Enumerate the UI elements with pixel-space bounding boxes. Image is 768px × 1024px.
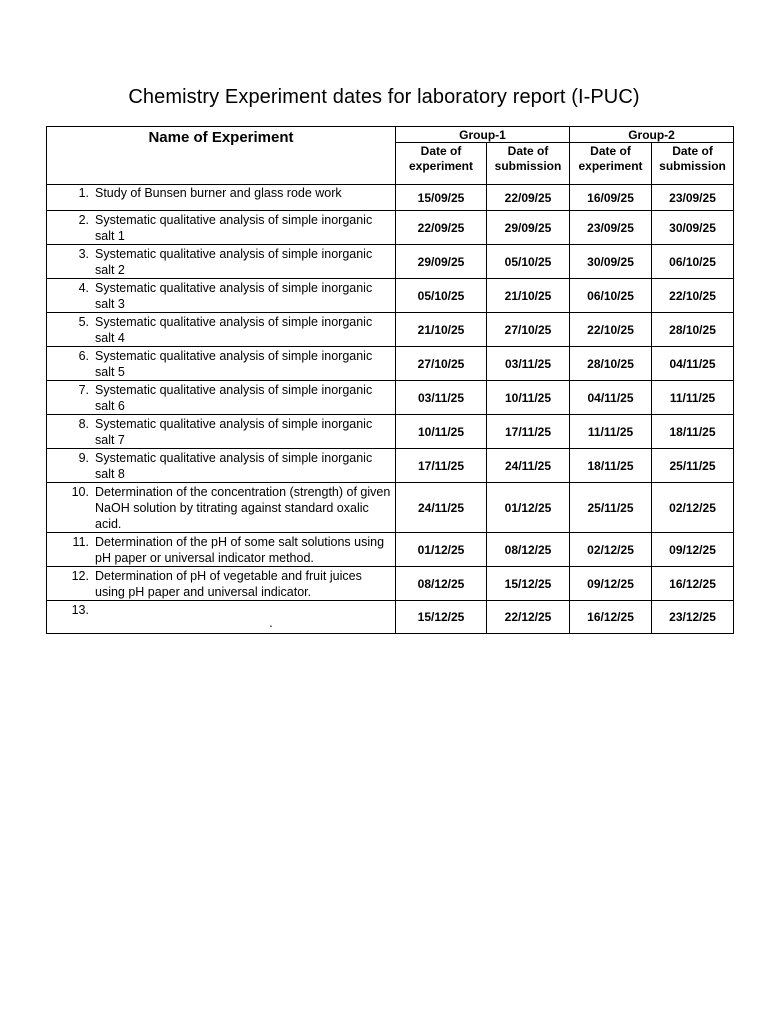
experiment-number: 9. xyxy=(78,451,89,465)
table-row xyxy=(47,601,734,634)
group-2-date-of-submission-cell: 02/12/25 xyxy=(652,483,734,533)
group-1-date-of-submission-header: Date of submission xyxy=(487,143,570,185)
group-2-date-of-submission-cell: 23/09/25 xyxy=(652,185,734,211)
group-1-date-of-submission-cell: 22/12/25 xyxy=(487,601,570,634)
group-1-date-of-submission-cell: 01/12/25 xyxy=(487,483,570,533)
group-1-date-of-experiment-cell: 21/10/25 xyxy=(396,313,487,347)
group-2-date-of-submission-cell: 18/11/25 xyxy=(652,415,734,449)
group-2-date-of-submission-cell: 16/12/25 xyxy=(652,567,734,601)
table-row xyxy=(47,533,734,567)
group-1-date-of-experiment-cell: 05/10/25 xyxy=(396,279,487,313)
group-2-date-of-experiment-cell: 23/09/25 xyxy=(570,211,652,245)
group-1-date-of-experiment-cell: 08/12/25 xyxy=(396,567,487,601)
experiment-name: Systematic qualitative analysis of simple inorganic salt 8 xyxy=(95,451,373,481)
group-1-date-of-experiment-cell: 27/10/25 xyxy=(396,347,487,381)
experiment-name-cell xyxy=(47,381,396,415)
experiment-number: 7. xyxy=(78,383,89,397)
group-2-date-of-experiment-cell: 30/09/25 xyxy=(570,245,652,279)
group-1-date-of-experiment-cell: 15/12/25 xyxy=(396,601,487,634)
table-row xyxy=(47,567,734,601)
table-row xyxy=(47,185,734,211)
blank-entry-mark: . xyxy=(269,616,273,630)
table-row xyxy=(47,313,734,347)
group-1-date-of-experiment-cell: 17/11/25 xyxy=(396,449,487,483)
experiment-number: 8. xyxy=(78,417,89,431)
group-2-date-of-experiment-cell: 11/11/25 xyxy=(570,415,652,449)
experiment-number: 10. xyxy=(71,485,89,499)
experiment-number: 6. xyxy=(78,349,89,363)
experiment-name-cell xyxy=(47,567,396,601)
experiment-number: 13. xyxy=(71,603,89,617)
group-1-date-of-experiment-cell: 24/11/25 xyxy=(396,483,487,533)
table-row xyxy=(47,483,734,533)
group-1-date-of-experiment-cell: 10/11/25 xyxy=(396,415,487,449)
experiment-name-cell xyxy=(47,601,396,634)
group-2-date-of-experiment-cell: 09/12/25 xyxy=(570,567,652,601)
group-1-date-of-experiment-cell: 15/09/25 xyxy=(396,185,487,211)
experiment-name-cell xyxy=(47,347,396,381)
experiment-name: Systematic qualitative analysis of simple inorganic salt 5 xyxy=(95,349,373,379)
group-2-date-of-experiment-cell: 06/10/25 xyxy=(570,279,652,313)
group-2-date-of-submission-cell: 28/10/25 xyxy=(652,313,734,347)
experiment-name-cell xyxy=(47,279,396,313)
experiment-name-cell xyxy=(47,533,396,567)
experiment-name xyxy=(95,602,391,618)
group-1-date-of-submission-cell: 17/11/25 xyxy=(487,415,570,449)
experiment-schedule-table xyxy=(46,126,734,634)
group-2-header: Group-2 xyxy=(570,127,734,143)
group-2-date-of-experiment-cell: 18/11/25 xyxy=(570,449,652,483)
group-1-date-of-submission-cell: 10/11/25 xyxy=(487,381,570,415)
group-1-date-of-experiment-cell: 22/09/25 xyxy=(396,211,487,245)
group-1-header: Group-1 xyxy=(396,127,570,143)
group-1-date-of-submission-cell: 03/11/25 xyxy=(487,347,570,381)
group-1-date-of-submission-cell: 27/10/25 xyxy=(487,313,570,347)
group-2-date-of-experiment-cell: 02/12/25 xyxy=(570,533,652,567)
table-body xyxy=(47,185,734,634)
experiment-number: 1. xyxy=(78,186,89,200)
group-2-date-of-experiment-cell: 16/09/25 xyxy=(570,185,652,211)
experiment-name: Systematic qualitative analysis of simple inorganic salt 4 xyxy=(95,315,373,345)
experiment-name: Systematic qualitative analysis of simple inorganic salt 7 xyxy=(95,417,373,447)
group-2-date-of-experiment-cell: 16/12/25 xyxy=(570,601,652,634)
table-row xyxy=(47,279,734,313)
group-1-date-of-submission-cell: 21/10/25 xyxy=(487,279,570,313)
group-1-date-of-submission-cell: 08/12/25 xyxy=(487,533,570,567)
experiment-name-cell xyxy=(47,415,396,449)
table-row xyxy=(47,347,734,381)
name-of-experiment-header: Name of Experiment xyxy=(47,127,396,185)
table-row xyxy=(47,415,734,449)
group-1-date-of-experiment-cell: 29/09/25 xyxy=(396,245,487,279)
experiment-name: Systematic qualitative analysis of simple inorganic salt 6 xyxy=(95,383,373,413)
experiment-name: Study of Bunsen burner and glass rode work xyxy=(95,186,342,200)
experiment-name: Determination of the concentration (strength) of given NaOH solution by titrating against standard oxalic acid. xyxy=(95,485,391,531)
group-2-date-of-experiment-cell: 22/10/25 xyxy=(570,313,652,347)
group-1-date-of-submission-cell: 15/12/25 xyxy=(487,567,570,601)
group-1-date-of-submission-cell: 05/10/25 xyxy=(487,245,570,279)
experiment-name-cell xyxy=(47,483,396,533)
experiment-number: 3. xyxy=(78,247,89,261)
document-title: Chemistry Experiment dates for laboratory report (I-PUC) xyxy=(128,86,640,108)
experiment-name: Systematic qualitative analysis of simple inorganic salt 2 xyxy=(95,247,373,277)
group-2-date-of-submission-cell: 30/09/25 xyxy=(652,211,734,245)
group-2-date-of-submission-header: Date of submission xyxy=(652,143,734,185)
group-2-date-of-experiment-cell: 25/11/25 xyxy=(570,483,652,533)
table-header xyxy=(47,127,734,185)
group-2-date-of-submission-cell: 04/11/25 xyxy=(652,347,734,381)
group-1-date-of-experiment-header: Date of experiment xyxy=(396,143,487,185)
experiment-name: Systematic qualitative analysis of simple inorganic salt 3 xyxy=(95,281,373,311)
table-row xyxy=(47,449,734,483)
experiment-number: 11. xyxy=(72,535,89,549)
group-2-date-of-submission-cell: 25/11/25 xyxy=(652,449,734,483)
group-2-date-of-experiment-cell: 04/11/25 xyxy=(570,381,652,415)
experiment-name-cell xyxy=(47,449,396,483)
group-1-date-of-submission-cell: 29/09/25 xyxy=(487,211,570,245)
experiment-name-cell xyxy=(47,313,396,347)
experiment-number: 5. xyxy=(78,315,89,329)
experiment-name: Systematic qualitative analysis of simple inorganic salt 1 xyxy=(95,213,373,243)
table-row xyxy=(47,211,734,245)
group-1-date-of-experiment-cell: 01/12/25 xyxy=(396,533,487,567)
experiment-name: Determination of the pH of some salt solutions using pH paper or universal indicator method. xyxy=(95,535,385,565)
table-row xyxy=(47,381,734,415)
group-2-date-of-experiment-cell: 28/10/25 xyxy=(570,347,652,381)
experiment-name-cell xyxy=(47,245,396,279)
group-2-date-of-submission-cell: 06/10/25 xyxy=(652,245,734,279)
experiment-name-cell xyxy=(47,211,396,245)
group-2-date-of-submission-cell: 23/12/25 xyxy=(652,601,734,634)
experiment-number: 4. xyxy=(78,281,89,295)
table-row xyxy=(47,245,734,279)
experiment-number: 12. xyxy=(71,569,89,583)
group-2-date-of-submission-cell: 11/11/25 xyxy=(652,381,734,415)
group-2-date-of-submission-cell: 22/10/25 xyxy=(652,279,734,313)
experiment-number: 2. xyxy=(78,213,89,227)
experiment-name-cell xyxy=(47,185,396,211)
group-1-date-of-submission-cell: 24/11/25 xyxy=(487,449,570,483)
group-2-date-of-experiment-header: Date of experiment xyxy=(570,143,652,185)
group-1-date-of-submission-cell: 22/09/25 xyxy=(487,185,570,211)
experiment-name: Determination of pH of vegetable and fruit juices using pH paper and universal indicator. xyxy=(95,569,362,599)
group-1-date-of-experiment-cell: 03/11/25 xyxy=(396,381,487,415)
group-2-date-of-submission-cell: 09/12/25 xyxy=(652,533,734,567)
